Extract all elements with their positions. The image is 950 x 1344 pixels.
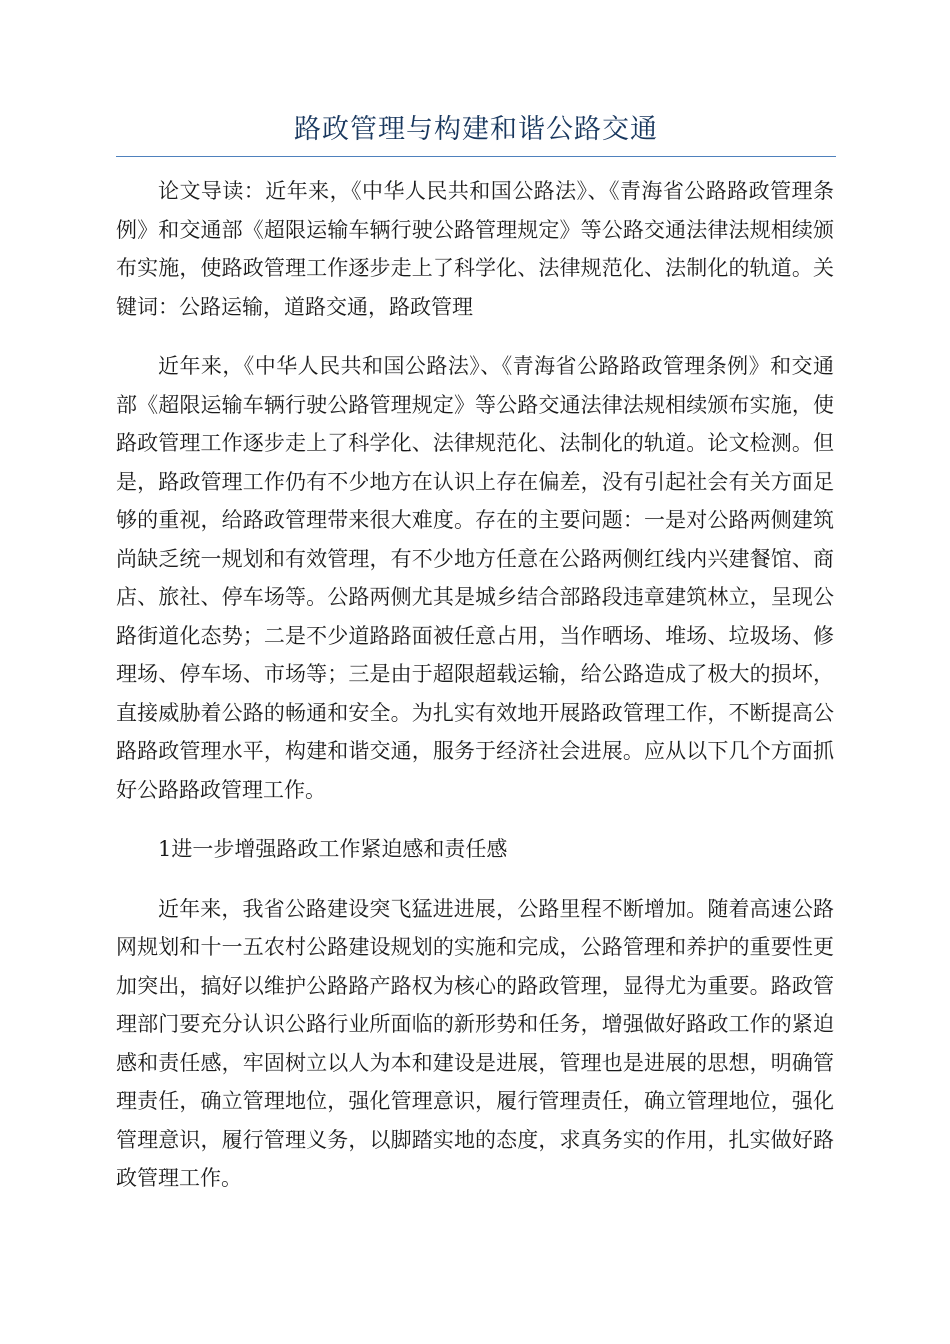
section-heading: 1进一步增强路政工作紧迫感和责任感 <box>158 837 508 861</box>
document-body <box>116 172 834 1219</box>
abstract-paragraph: 论文导读：近年来，《中华人民共和国公路法》、《青海省公路路政管理条例》和交通部《超限运输车辆行驶公路管理规定》等公路交通法律法规相续颁布实施，使路政管理工作逐步走上了科学化、法律规范化、法制化的轨道。关键词：公路运输，道路交通，路政管理 <box>116 179 834 319</box>
document-title: 路政管理与构建和谐公路交通 <box>294 114 658 145</box>
section-paragraph: 近年来，我省公路建设突飞猛进进展，公路里程不断增加。随着高速公路网规划和十一五农村公路建设规划的实施和完成，公路管理和养护的重要性更加突出，搞好以维护公路路产路权为核心的路政管理，显得尤为重要。路政管理部门要充分认识公路行业所面临的新形势和任务，增强做好路政工作的紧迫感和责任感，牢固树立以人为本和建设是进展，管理也是进展的思想，明确管理责任，确立管理地位，强化管理意识，履行管理责任，确立管理地位，强化管理意识，履行管理义务，以脚踏实地的态度，求真务实的作用，扎实做好路政管理工作。 <box>116 896 834 1190</box>
intro-paragraph: 近年来，《中华人民共和国公路法》、《青海省公路路政管理条例》和交通部《超限运输车辆行驶公路管理规定》等公路交通法律法规相续颁布实施，使路政管理工作逐步走上了科学化、法律规范化、法制化的轨道。论文检测。但是，路政管理工作仍有不少地方在认识上存在偏差，没有引起社会有关方面足够的重视，给路政管理带来很大难度。存在的主要问题：一是对公路两侧建筑尚缺乏统一规划和有效管理，有不少地方任意在公路两侧红线内兴建餐馆、商店、旅社、停车场等。公路两侧尤其是城乡结合部路段违章建筑林立，呈现公路街道化态势；二是不少道路路面被任意占用，当作晒场、堆场、垃圾场、修理场、停车场、市场等；三是由于超限超载运输，给公路造成了极大的损坏，直接威胁着公路的畅通和安全。为扎实有效地开展路政管理工作，不断提高公路路政管理水平，构建和谐交通，服务于经济社会进展。应从以下几个方面抓好公路路政管理工作。 <box>116 354 834 802</box>
title-block <box>116 110 836 157</box>
